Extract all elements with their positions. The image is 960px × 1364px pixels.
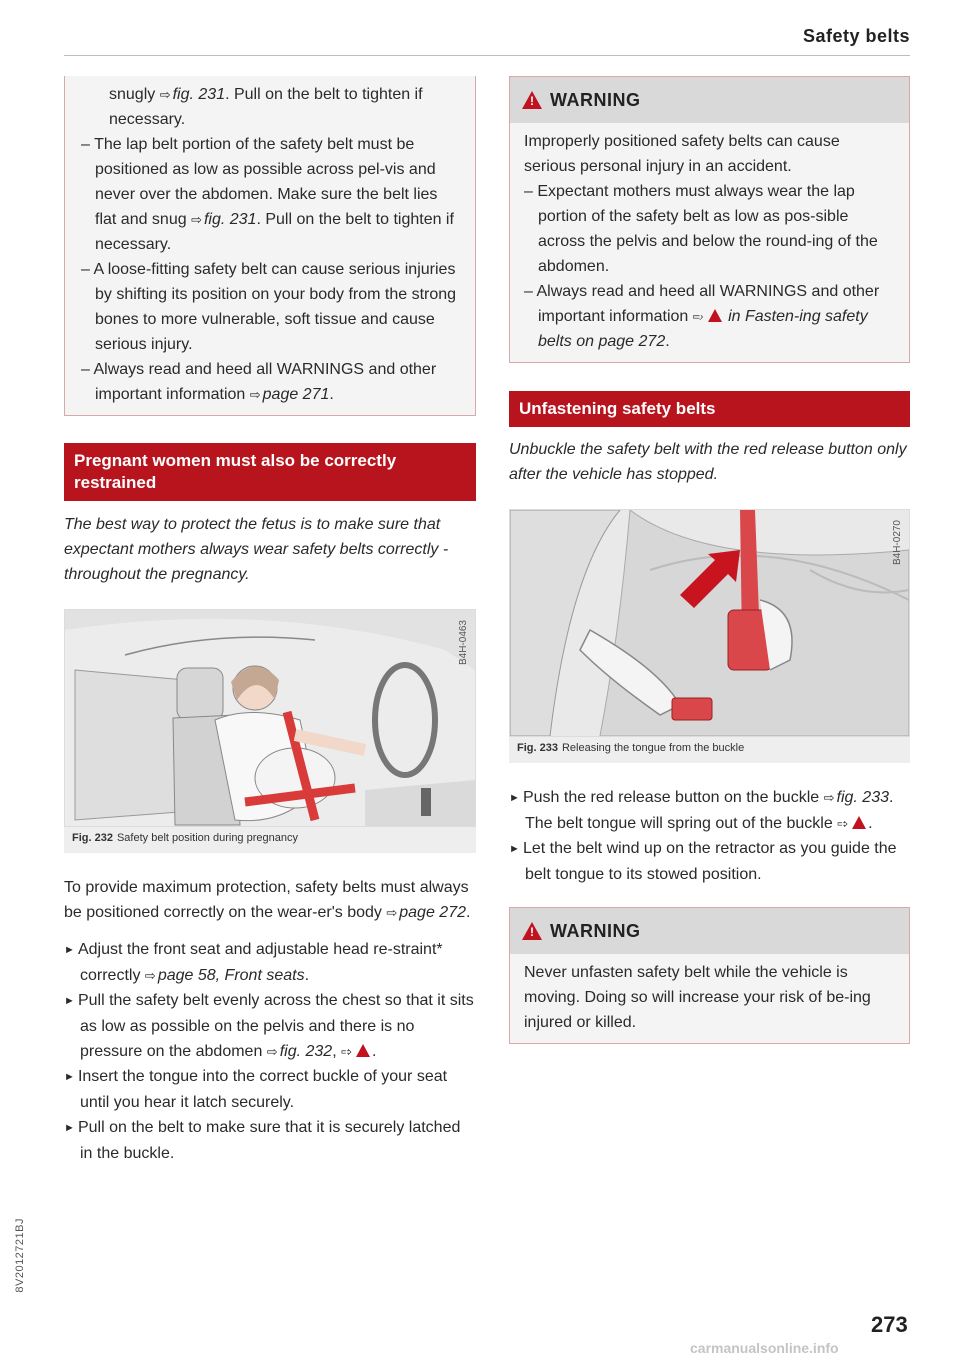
xref-arrow-icon: ⇨ bbox=[823, 790, 835, 805]
warning-triangle-icon bbox=[852, 816, 866, 829]
xref-arrow-icon: ⇨ bbox=[249, 387, 261, 402]
xref-arrow-icon: ⇨ bbox=[692, 309, 704, 324]
xref-page-58[interactable]: ⇨ page 58, Front seats bbox=[144, 967, 305, 984]
step-item: ► Push the red release button on the buckle ⇨ fig. 233. The belt tongue will spring out of the buckle ⇨! . bbox=[509, 785, 910, 836]
warning-body bbox=[510, 954, 909, 1043]
header-rule bbox=[64, 55, 910, 56]
xref-arrow-icon: ⇨ bbox=[144, 968, 156, 983]
xref-warning[interactable] bbox=[837, 815, 868, 832]
warning-label: WARNING bbox=[550, 89, 641, 110]
xref-arrow-icon: ⇨ bbox=[386, 905, 398, 920]
left-column bbox=[64, 76, 476, 1166]
warning-intro: Improperly positioned safety belts can cause serious personal injury in an accident. bbox=[524, 133, 840, 175]
section-intro: Unbuckle the safety belt with the red release button only after the vehicle has stopped. bbox=[509, 441, 907, 483]
xref-arrow-icon: ⇨ bbox=[266, 1044, 278, 1059]
list-item: – Always read and heed all WARNINGS and other important information ⇨ page 271. bbox=[81, 357, 461, 407]
warning-triangle-icon bbox=[522, 91, 542, 109]
warning-label: WARNING bbox=[550, 920, 641, 941]
xref-arrow-icon: ⇨ bbox=[341, 1044, 352, 1059]
xref-arrow-icon: ⇨ bbox=[837, 816, 849, 831]
step-item: ► Pull on the belt to make sure that it is securely latched in the buckle. bbox=[64, 1115, 476, 1166]
warning-triangle-icon bbox=[522, 922, 542, 940]
xref-fig-231[interactable]: ⇨ fig. 231 bbox=[191, 211, 257, 228]
warning-header bbox=[510, 77, 909, 123]
step-item: ► Let the belt wind up on the retractor as you guide the belt tongue to its stowed position. bbox=[509, 836, 910, 887]
warning-box-1 bbox=[509, 76, 910, 363]
step-item: ► Insert the tongue into the correct buckle of your seat until you hear it latch securely. bbox=[64, 1064, 476, 1115]
step-item: ► Adjust the front seat and adjustable head re-straint* correctly ⇨ page 58, Front seats. bbox=[64, 937, 476, 988]
list-item: – The lap belt portion of the safety belt must be positioned as low as possible across pel-vis and never over the abdomen. Make sure the belt lies flat and snug ⇨ fig. 231. Pull on the belt to tighten if necessary. bbox=[81, 132, 461, 257]
figure-233 bbox=[509, 509, 910, 737]
warning-box-continued bbox=[64, 76, 476, 416]
steps-list-pregnancy bbox=[64, 937, 476, 1166]
steps-list-unfastening bbox=[509, 785, 910, 887]
running-header: Safety belts bbox=[802, 26, 910, 46]
figure-code: B4H-0463 bbox=[458, 620, 469, 666]
xref-arrow-icon: ⇨ bbox=[191, 212, 202, 227]
xref-fig-233[interactable]: ⇨ fig. 233 bbox=[823, 789, 889, 806]
warning-header bbox=[510, 908, 909, 954]
list-item: – Always read and heed all WARNINGS and other important information ⇨! in Fasten-ing safety belts on page 272. bbox=[524, 279, 895, 354]
xref-warning[interactable] bbox=[341, 1043, 372, 1060]
section-intro: The best way to protect the fetus is to make sure that expectant mothers always wear safety belts correctly - throughout the pregnancy. bbox=[64, 516, 449, 583]
page-number: 273 bbox=[871, 1312, 908, 1337]
warning-body bbox=[510, 123, 909, 362]
xref-fig-232[interactable]: ⇨ fig. 232 bbox=[266, 1043, 333, 1060]
xref-arrow-icon: ⇨ bbox=[159, 87, 171, 102]
figure-code: B4H-0270 bbox=[892, 520, 903, 566]
xref-fastening-safety-belts[interactable]: ⇨! in Fasten-ing safety belts on page 272 bbox=[538, 308, 868, 350]
list-item: – Expectant mothers must always wear the lap portion of the safety belt as low as pos-sible across the pelvis and below the round-ing of the abdomen. bbox=[524, 179, 895, 279]
xref-page-271[interactable]: ⇨ page 271 bbox=[249, 386, 330, 403]
watermark: carmanualsonline.info bbox=[690, 1340, 839, 1356]
warning-text: Never unfasten safety belt while the vehicle is moving. Doing so will increase your risk of be-ing injured or killed. bbox=[524, 964, 871, 1031]
right-column bbox=[509, 76, 910, 1044]
figure-232-caption: Fig. 232 Safety belt position during pregnancy bbox=[64, 827, 476, 853]
warning-triangle-icon bbox=[708, 309, 722, 322]
warning-cont-list bbox=[81, 132, 461, 407]
section-heading-unfastening: Unfastening safety belts bbox=[509, 391, 910, 427]
xref-page-272[interactable]: ⇨ page 272 bbox=[386, 904, 466, 921]
figure-232 bbox=[64, 609, 476, 827]
pregnancy-illustration bbox=[65, 610, 475, 826]
warning-box-2 bbox=[509, 907, 910, 1044]
xref-fig-231[interactable]: ⇨ fig. 231 bbox=[159, 86, 226, 103]
step-item: ► Pull the safety belt evenly across the chest so that it sits as low as possible on the pelvis and there is no pressure on the abdomen ⇨ fig. 232, ⇨! . bbox=[64, 988, 476, 1064]
list-item: – A loose-fitting safety belt can cause serious injuries by shifting its position on your body from the strong bones to more vulnerable, soft tissue and cause serious injury. bbox=[81, 257, 461, 357]
warning-triangle-icon bbox=[356, 1044, 370, 1057]
buckle-release-illustration bbox=[510, 510, 909, 736]
warning-cont-first-line: snugly ⇨ fig. 231. Pull on the belt to tighten if necessary. bbox=[109, 86, 423, 128]
document-code: 8V2012721BJ bbox=[14, 1218, 26, 1293]
section-heading-pregnant: Pregnant women must also be correctly restrained bbox=[64, 443, 476, 501]
figure-233-caption: Fig. 233 Releasing the tongue from the buckle bbox=[509, 737, 910, 763]
paragraph-protection: To provide maximum protection, safety belts must always be positioned correctly on the wear-er's body ⇨ page 272. bbox=[64, 879, 471, 921]
warning-list bbox=[524, 179, 895, 354]
